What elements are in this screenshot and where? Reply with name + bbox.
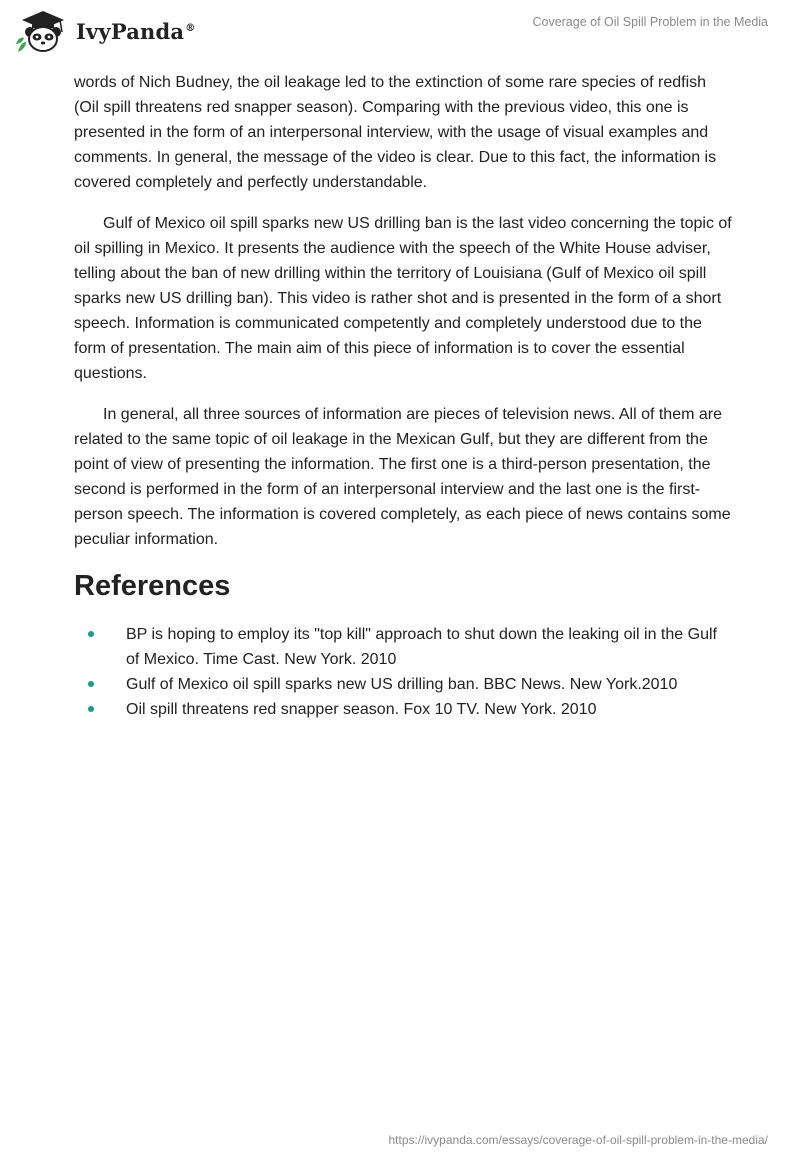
reference-text: Gulf of Mexico oil spill sparks new US drilling ban. BBC News. New York.2010: [126, 676, 678, 693]
reference-text: BP is hoping to employ its "top kill" approach to shut down the leaking oil in the Gulf of Mexico. Time Cast. New York. 2010: [126, 626, 717, 668]
reference-item: [74, 672, 734, 697]
panda-graduate-icon: [14, 8, 72, 54]
ivypanda-logo[interactable]: [14, 8, 195, 54]
references-list: [74, 622, 734, 722]
source-url-link[interactable]: https://ivypanda.com/essays/coverage-of-oil-spill-problem-in-the-media/: [388, 1133, 768, 1147]
page-header: [0, 0, 800, 60]
bullet-icon: [88, 631, 94, 637]
references-heading: References: [74, 570, 231, 602]
body-paragraph: In general, all three sources of information are pieces of television news. All of them are related to the same topic of oil leakage in the Mexican Gulf, but they are different from the point of view of presenting the information. The first one is a third-person presentation, the second is performed in the form of an interpersonal interview and the last one is the first-person speech. The information is covered completely, as each piece of news contains some peculiar information.: [74, 406, 731, 548]
reference-item: [74, 697, 734, 722]
bullet-icon: [88, 681, 94, 687]
reference-text: Oil spill threatens red snapper season. Fox 10 TV. New York. 2010: [126, 701, 597, 718]
logo-wordmark: IvyPanda®: [76, 18, 196, 44]
bullet-icon: [88, 706, 94, 712]
essay-content: [74, 70, 734, 722]
document-running-title: Coverage of Oil Spill Problem in the Media: [532, 15, 768, 29]
reference-item: [74, 622, 734, 672]
body-paragraph-continued: words of Nich Budney, the oil leakage led to the extinction of some rare species of redfish (Oil spill threatens red snapper season). Comparing with the previous video, this one is presented in the form of an interpersonal interview, with the usage of visual examples and comments. In general, the message of the video is clear. Due to this fact, the information is covered completely and perfectly understandable.: [74, 74, 717, 191]
body-paragraph: Gulf of Mexico oil spill sparks new US drilling ban is the last video concerning the topic of oil spilling in Mexico. It presents the audience with the speech of the White House adviser, telling about the ban of new drilling within the territory of Louisiana (Gulf of Mexico oil spill sparks new US drilling ban). This video is rather shot and is presented in the form of a short speech. Information is communicated competently and completely understood due to the form of presentation. The main aim of this piece of information is to cover the essential questions.: [74, 215, 732, 382]
